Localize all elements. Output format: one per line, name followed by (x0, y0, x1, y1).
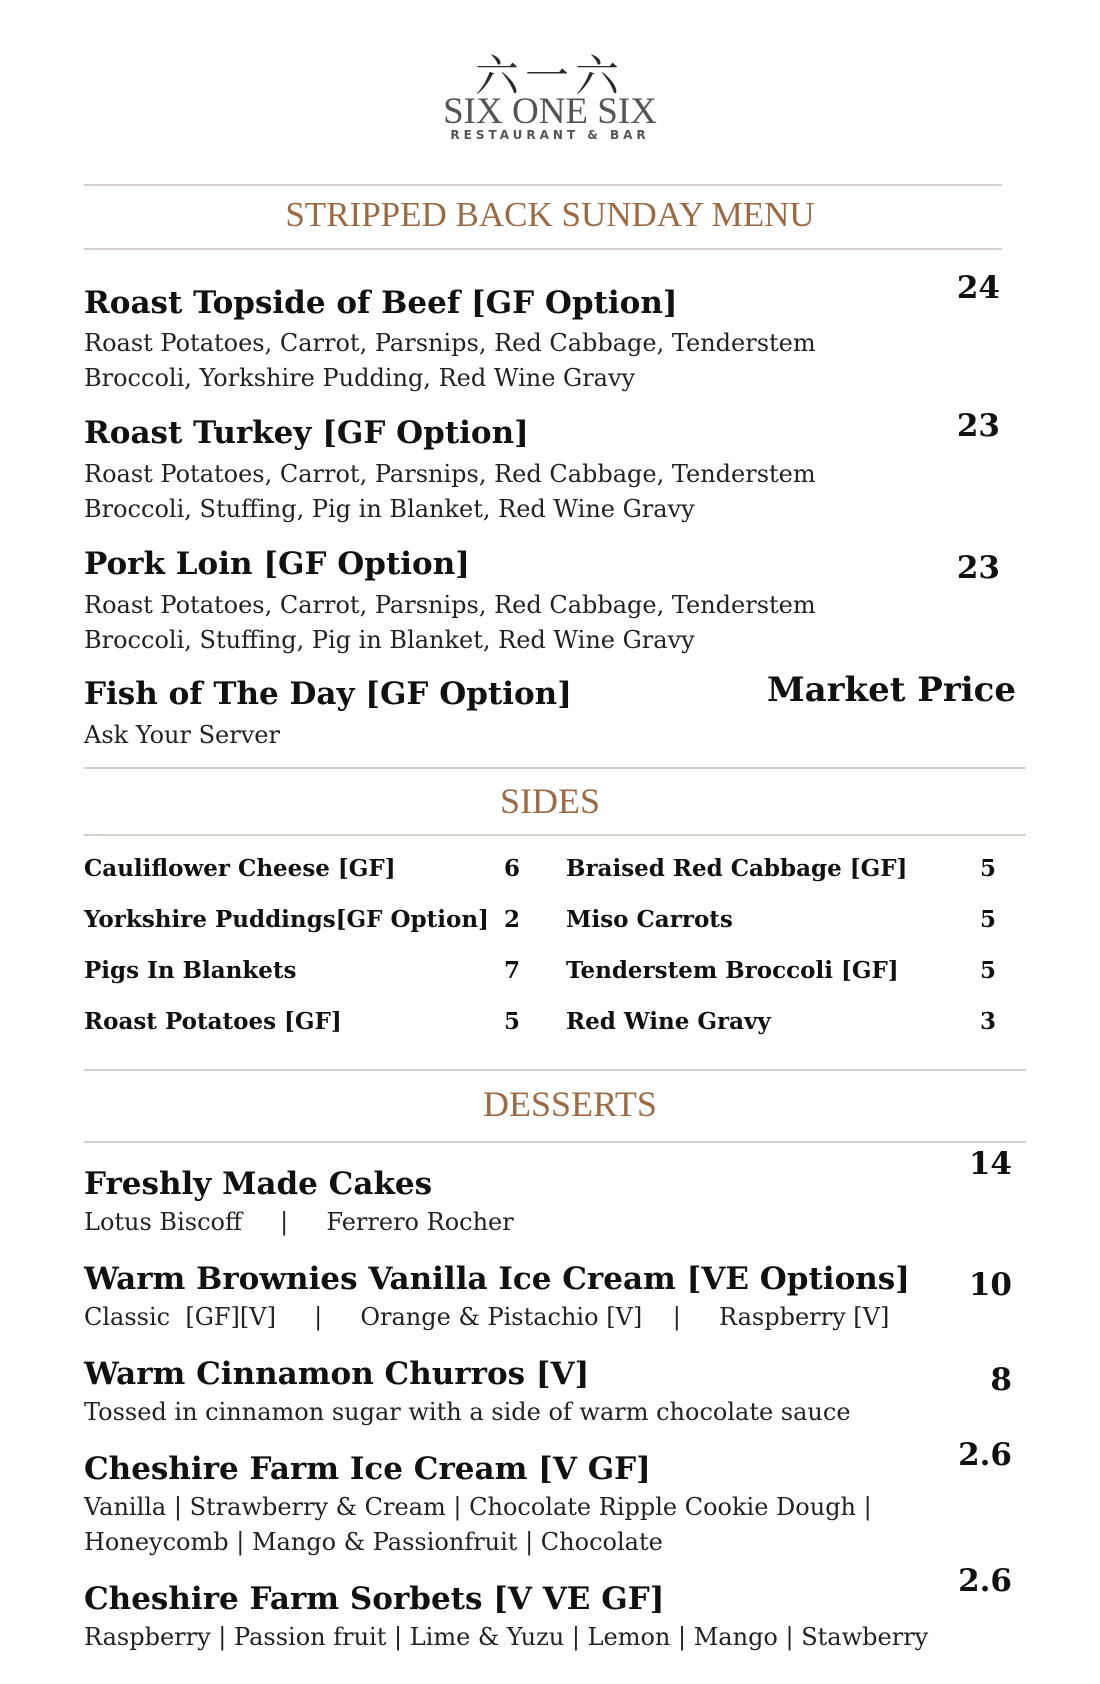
menu-item-price: 24 (956, 270, 1000, 306)
divider (84, 834, 1026, 836)
divider (84, 184, 1002, 186)
logo-name: SIX ONE SIX (443, 91, 657, 132)
main-menu-title: STRIPPED BACK SUNDAY MENU (285, 195, 815, 234)
side-item-name: Tenderstem Broccoli [GF] (566, 957, 899, 984)
dessert-price: 10 (968, 1267, 1012, 1303)
side-item-price: 5 (503, 1008, 520, 1035)
description-line: Honeycomb | Mango & Passionfruit | Chocolate (84, 1528, 663, 1556)
dessert-price: 8 (990, 1362, 1012, 1398)
side-item-price: 5 (979, 855, 996, 882)
dessert-description (84, 1395, 984, 1430)
description-line: Lotus Biscoff | Ferrero Rocher (84, 1208, 514, 1236)
side-item-name: Miso Carrots (566, 906, 733, 933)
logo-subtitle: RESTAURANT & BAR (450, 128, 650, 142)
dessert-price: 14 (968, 1146, 1012, 1182)
dessert-name: Warm Brownies Vanilla Ice Cream [VE Options] (84, 1261, 910, 1297)
dessert-name: Freshly Made Cakes (84, 1166, 433, 1202)
menu-item-description (84, 588, 884, 658)
logo-chinese-characters: 六一六 (475, 51, 625, 102)
menu-item-name: Pork Loin [GF Option] (84, 546, 470, 582)
menu-item-price: 23 (956, 550, 1000, 586)
side-item-price: 6 (503, 855, 520, 882)
dessert-name: Cheshire Farm Ice Cream [V GF] (84, 1451, 651, 1487)
description-line: Classic [GF][V] | Orange & Pistachio [V] | Raspberry [V] (84, 1303, 890, 1331)
menu-item-description (84, 326, 884, 396)
description-line: Roast Potatoes, Carrot, Parsnips, Red Cabbage, Tenderstem (84, 591, 816, 619)
dessert-name: Cheshire Farm Sorbets [V VE GF] (84, 1581, 665, 1617)
side-item-name: Pigs In Blankets (84, 957, 297, 984)
menu-item-name: Roast Turkey [GF Option] (84, 415, 529, 451)
description-line: Roast Potatoes, Carrot, Parsnips, Red Cabbage, Tenderstem (84, 460, 816, 488)
description-line: Vanilla | Strawberry & Cream | Chocolate Ripple Cookie Dough | (84, 1493, 872, 1521)
side-item-name: Braised Red Cabbage [GF] (566, 855, 908, 882)
side-item-name: Cauliflower Cheese [GF] (84, 855, 396, 882)
menu-item-name: Fish of The Day [GF Option] (84, 676, 572, 712)
menu-item-price: 23 (956, 408, 1000, 444)
divider (84, 1141, 1026, 1143)
description-line: Broccoli, Stuffing, Pig in Blanket, Red Wine Gravy (84, 626, 695, 654)
divider (84, 767, 1026, 769)
description-line: Broccoli, Stuffing, Pig in Blanket, Red Wine Gravy (84, 495, 695, 523)
description-line: Raspberry | Passion fruit | Lime & Yuzu | Lemon | Mango | Stawberry (84, 1623, 929, 1651)
dessert-description (84, 1300, 984, 1335)
side-item-name: Yorkshire Puddings[GF Option] (84, 906, 489, 933)
description-line: Ask Your Server (84, 721, 280, 749)
menu-item-name: Roast Topside of Beef [GF Option] (84, 285, 678, 321)
dessert-name: Warm Cinnamon Churros [V] (84, 1356, 590, 1392)
dessert-description (84, 1620, 1004, 1655)
divider (84, 1069, 1026, 1071)
menu-item-description (84, 718, 884, 753)
dessert-price: 2.6 (958, 1437, 1012, 1473)
side-item-price: 2 (503, 906, 520, 933)
side-item-name: Roast Potatoes [GF] (84, 1008, 342, 1035)
sides-title: SIDES (499, 781, 601, 821)
side-item-price: 5 (979, 906, 996, 933)
description-line: Roast Potatoes, Carrot, Parsnips, Red Cabbage, Tenderstem (84, 329, 816, 357)
dessert-price: 2.6 (958, 1563, 1012, 1599)
desserts-title: DESSERTS (483, 1084, 657, 1124)
menu-item-price: Market Price (766, 670, 1016, 710)
side-item-price: 3 (979, 1008, 996, 1035)
description-line: Tossed in cinnamon sugar with a side of warm chocolate sauce (84, 1398, 851, 1426)
dessert-description (84, 1205, 884, 1240)
side-item-price: 5 (979, 957, 996, 984)
description-line: Broccoli, Yorkshire Pudding, Red Wine Gravy (84, 364, 636, 392)
divider (84, 248, 1002, 250)
side-item-name: Red Wine Gravy (566, 1008, 771, 1035)
side-item-price: 7 (503, 957, 520, 984)
dessert-description (84, 1490, 984, 1560)
menu-item-description (84, 457, 884, 527)
